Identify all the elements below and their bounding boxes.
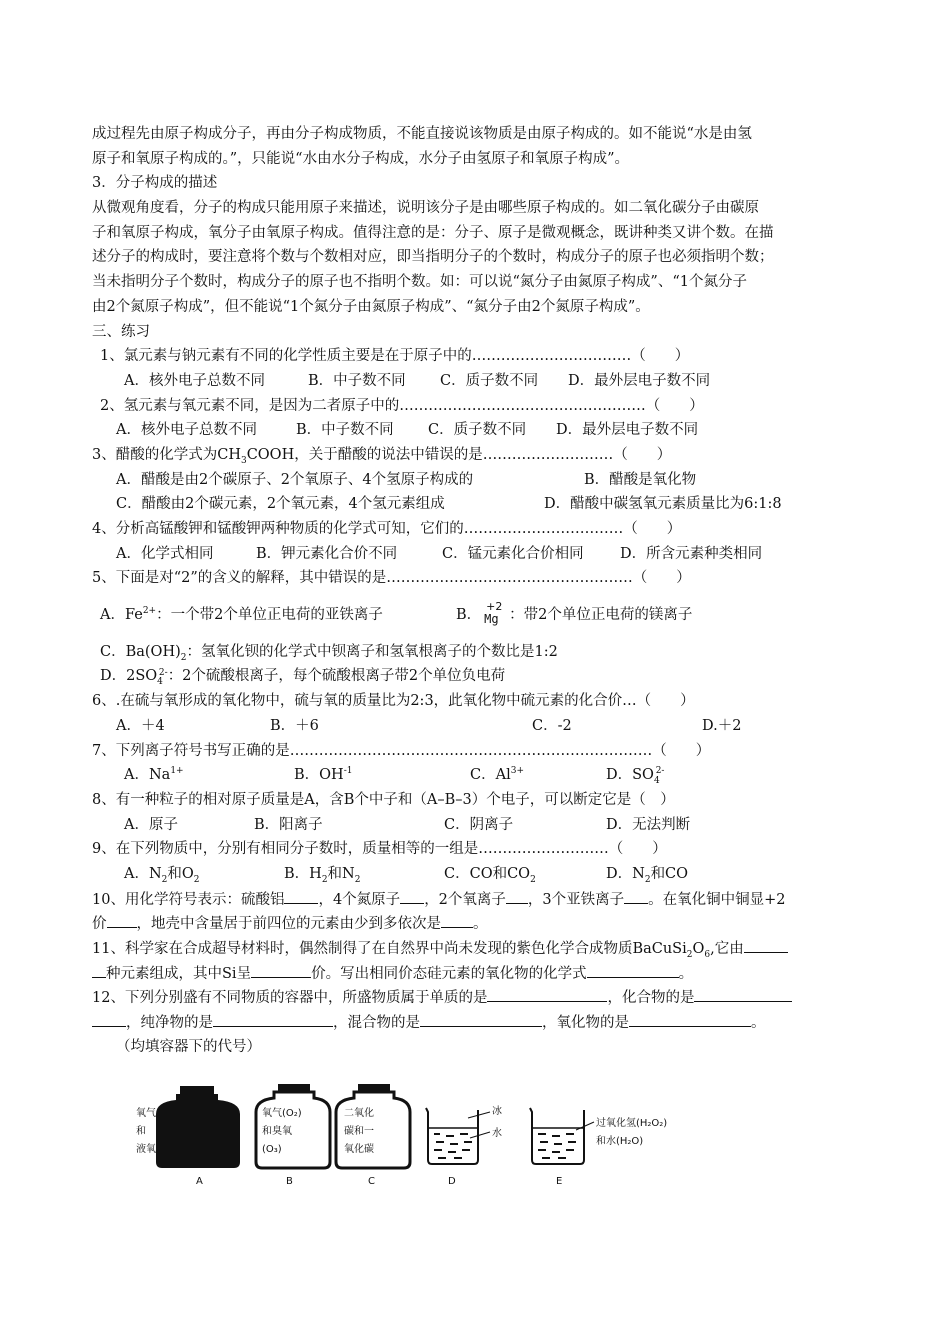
question-8-options [92, 813, 872, 838]
question-10-line-1: 10、用化学符号表示：硫酸铝 ，4个氮原子 ，2个氧离子 ，3个亚铁离子 。在氧化铜中铜显+2 [92, 887, 872, 912]
option-a: A．＋4 [116, 717, 165, 734]
option-b: B．阳离子 [254, 816, 323, 833]
container-d-label: 水 [492, 1128, 502, 1139]
container-c-label: 二氧化 [344, 1108, 374, 1119]
container-c-jar [336, 1084, 410, 1187]
question-12-line-2: ，纯净物的是 ，混合物的是 ，氧化物的是 。 [92, 1010, 872, 1035]
container-c-label: 氧化碳 [344, 1144, 374, 1155]
paragraph-line: 子和氧原子构成，氧分子由氧原子构成。值得注意的是：分子、原子是微观概念，既讲种类又讲个数。在描 [92, 224, 774, 241]
answer-blank[interactable] [92, 961, 106, 978]
option-a: A．$Fe^{2+}$：一个带2个单位正电荷的亚铁离子 [100, 606, 383, 624]
question-5-options-row-1 [92, 600, 872, 628]
container-d-beaker [426, 1104, 502, 1187]
option-d: D．醋酸中碳氢氧元素质量比为6:1:8 [544, 496, 782, 513]
question-12-note: （均填容器下的代号） [116, 1038, 261, 1055]
answer-blank[interactable] [629, 1010, 751, 1027]
option-b: B．中子数不同 [308, 372, 406, 389]
paragraph-line: 述分子的构成时，要注意将个数与个数相对应，即当指明分子的个数时，构成分子的原子也必须指明个数； [92, 249, 774, 266]
option-b: B．$OH^{-1}$ [294, 766, 353, 784]
question-2-options [92, 418, 872, 443]
question-7-stem: 7、下列离子符号书写正确的是…………………………………………………………………（ ） [92, 742, 711, 759]
option-b: B．＋6 [270, 717, 319, 734]
intro-line-2: 原子和氧原子构成的。”，只能说“水由水分子构成，水分子由氢原子和氧原子构成”。 [92, 150, 629, 167]
answer-blank[interactable] [420, 1010, 542, 1027]
container-a-letter: A [196, 1176, 203, 1187]
answer-blank[interactable] [694, 985, 792, 1002]
answer-blank[interactable] [624, 887, 648, 904]
paragraph-line: 当未指明分子个数时，构成分子的原子也不指明个数。如：可以说“氮分子由氮原子构成”、“1个氮分子 [92, 274, 747, 291]
section-3-title: 3．分子构成的描述 [92, 175, 218, 192]
option-d: D．$2SO_4^{2-}$：2个硫酸根离子，每个硫酸根离子带2个单位负电荷 [100, 667, 506, 688]
container-b-letter: B [286, 1176, 293, 1187]
q3-stem-pre: 3、醋酸的化学式为CH [92, 446, 241, 463]
option-a: A．$Na^{1+}$ [124, 766, 184, 784]
option-a: A．醋酸是由2个碳原子、2个氧原子、4个氢原子构成的 [116, 471, 474, 488]
container-b-jar [256, 1084, 330, 1187]
section-title: 三、练习 [92, 323, 150, 340]
option-a: A．原子 [124, 816, 178, 833]
option-c: C．醋酸由2个碳元素，2个氧元素，4个氢元素组成 [116, 496, 445, 513]
answer-blank[interactable] [251, 961, 311, 978]
option-d: D．最外层电子数不同 [556, 422, 699, 439]
option-a: A．$N_2$和$O_2$ [124, 865, 200, 885]
answer-blank[interactable] [400, 887, 424, 904]
answer-blank[interactable] [213, 1010, 333, 1027]
container-b-label: 和臭氧 [262, 1126, 292, 1137]
option-c: C．CO和$CO_2$ [444, 865, 536, 885]
container-e-letter: E [556, 1176, 563, 1187]
question-5-stem: 5、下面是对“2”的含义的解释，其中错误的是……………………………………………（ ） [92, 570, 691, 587]
question-9-stem: 9、在下列物质中，分别有相同分子数时，质量相等的一组是………………………（ ） [92, 841, 667, 858]
option-c: C．质子数不同 [428, 422, 527, 439]
option-a: A．化学式相同 [116, 545, 214, 562]
container-d-label: 冰 [492, 1106, 502, 1117]
container-a-label: 液氧 [136, 1144, 156, 1155]
container-c-letter: C [368, 1176, 375, 1187]
answer-blank[interactable] [92, 1010, 126, 1027]
paragraph-line: 由2个氮原子构成”，但不能说“1个氮分子由氮原子构成”、“氮分子由2个氮原子构成”。 [92, 298, 650, 315]
option-b: B． +2 Mg ：带2个单位正电荷的镁离子 [456, 600, 693, 627]
answer-blank[interactable] [107, 911, 137, 928]
container-e-label: 过氧化氢(H₂O₂) [596, 1118, 668, 1129]
question-1-stem: 1、氯元素与钠元素有不同的化学性质主要是在于原子中的……………………………（ ） [100, 348, 690, 365]
option-d: D．无法判断 [606, 816, 691, 833]
option-d: D.＋2 [702, 717, 742, 734]
question-3-stem: 3、醋酸的化学式为$CH_3COOH$，关于醋酸的说法中错误的是………………………（ ） [92, 446, 672, 466]
answer-blank[interactable] [284, 887, 318, 904]
question-3-options-row-1 [92, 468, 872, 493]
question-7-options [92, 763, 872, 788]
option-a: A．核外电子总数不同 [124, 372, 265, 389]
paragraph-line: 从微观角度看，分子的构成只能用原子来描述，说明该分子是由哪些原子构成的。如二氧化碳分子由碳原 [92, 200, 759, 217]
question-11-line-2: 种元素组成，其中Si呈 价。写出相同价态硅元素的氧化物的化学式 。 [92, 961, 872, 986]
option-c: C．$Ba(OH)_2$：氢氧化钡的化学式中钡离子和氢氧根离子的个数比是1:2 [100, 643, 558, 663]
option-c: C．阴离子 [444, 816, 514, 833]
option-d: D．最外层电子数不同 [568, 372, 711, 389]
question-2-stem: 2、氢元素与氧元素不同，是因为二者原子中的……………………………………………（ ） [100, 397, 704, 414]
option-c: C．$Al^{3+}$ [470, 766, 524, 784]
option-d: D．$N_2$和CO [606, 865, 689, 885]
question-11-line-1: 11、科学家在合成超导材料时，偶然制得了在自然界中尚未发现的紫色化学合成物质$BaCuSi_2O_6$,它由 [92, 936, 872, 961]
option-c: C．-2 [532, 717, 572, 734]
option-a: A．核外电子总数不同 [116, 422, 257, 439]
container-c-label: 碳和一 [344, 1126, 374, 1137]
answer-blank[interactable] [441, 911, 473, 928]
option-b: B．钾元素化合价不同 [256, 545, 398, 562]
intro-line-1: 成过程先由原子构成分子，再由分子构成物质，不能直接说该物质是由原子构成的。如不能说“水是由氢 [92, 126, 752, 142]
question-4-stem: 4、分析高锰酸钾和锰酸钾两种物质的化学式可知，它们的……………………………（ ） [92, 521, 682, 537]
option-d: D．$SO_4^{2-}$ [606, 766, 665, 787]
answer-blank[interactable] [744, 936, 788, 953]
container-a-label: 氧气 [136, 1108, 156, 1119]
container-e-label: 和水(H₂O) [596, 1136, 644, 1147]
question-12-line-1: 12、下列分别盛有不同物质的容器中，所盛物质属于单质的是 ，化合物的是 [92, 985, 872, 1010]
option-c: C．质子数不同 [440, 372, 539, 389]
answer-blank[interactable] [487, 985, 607, 1002]
question-6-options [92, 714, 872, 739]
container-d-letter: D [448, 1176, 456, 1187]
answer-blank[interactable] [587, 961, 679, 978]
worksheet-page [92, 122, 872, 1059]
question-9-options [92, 862, 872, 887]
option-b: B．$H_2$和$N_2$ [284, 865, 361, 885]
option-b: B．中子数不同 [296, 422, 394, 439]
option-d: D．所含元素种类相同 [620, 545, 763, 562]
question-3-options-row-2 [92, 492, 872, 517]
container-e-beaker [530, 1108, 667, 1187]
question-4-options [92, 542, 872, 567]
container-a-label: 和 [136, 1126, 146, 1137]
option-b: B．醋酸是氧化物 [584, 471, 697, 488]
option-c: C．锰元素化合价相同 [442, 545, 584, 562]
question-1-options [92, 369, 872, 394]
container-b-label: (O₃) [262, 1144, 282, 1155]
question-8-stem: 8、有一种粒子的相对原子质量是A，含B个中子和（A–B–3）个电子，可以断定它是（ ） [92, 791, 675, 808]
question-6-stem: 6、.在硫与氧形成的氧化物中，硫与氧的质量比为2:3，此氧化物中硫元素的化合价…（ ） [92, 693, 695, 710]
question-10-line-2: 价 ，地壳中含量居于前四位的元素由少到多依次是 。 [92, 911, 872, 936]
q3-stem-mid: COOH，关于醋酸的说法中错误的是………………………（ ） [246, 446, 672, 463]
answer-blank[interactable] [506, 887, 528, 904]
container-b-label: 氧气(O₂) [262, 1108, 302, 1119]
containers-figure [128, 1080, 708, 1195]
magnesium-valence-symbol: +2 Mg [484, 600, 503, 627]
container-a-jar [136, 1086, 240, 1187]
